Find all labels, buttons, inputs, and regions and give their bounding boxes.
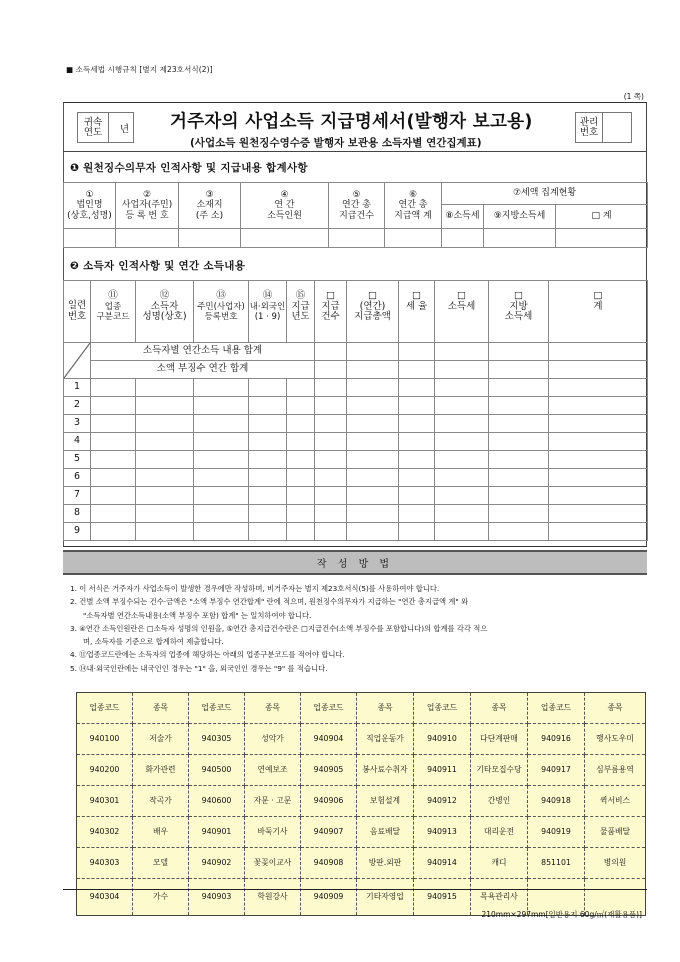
col-header bbox=[287, 281, 315, 343]
col-num: ② bbox=[142, 189, 152, 200]
form-title: 거주자의 사업소득 지급명세서(발행자 보고용) bbox=[170, 112, 533, 132]
input-cell[interactable] bbox=[556, 229, 648, 248]
input-cell[interactable] bbox=[315, 469, 347, 487]
input-cell[interactable] bbox=[287, 469, 315, 487]
input-cell[interactable] bbox=[435, 343, 489, 361]
col-header bbox=[347, 281, 399, 343]
section2-title: ❷ 소득자 인적사항 및 연간 소득내용 bbox=[70, 260, 246, 272]
col-header bbox=[315, 281, 347, 343]
input-cell[interactable] bbox=[435, 379, 489, 397]
col-num: ⑫ bbox=[159, 290, 170, 301]
col-label: 사업자(주민) 등 록 번 호 bbox=[121, 200, 173, 221]
input-cell[interactable] bbox=[435, 361, 489, 379]
industry-item: 연예보조 bbox=[245, 755, 301, 786]
industry-item: 퀵서비스 bbox=[585, 786, 646, 817]
industry-code: 940911 bbox=[414, 755, 471, 786]
header-code: 업종코드 bbox=[189, 693, 245, 724]
input-cell[interactable] bbox=[489, 433, 549, 451]
col-num: □ bbox=[593, 290, 603, 301]
industry-item: 가수 bbox=[133, 879, 189, 916]
input-cell[interactable] bbox=[489, 361, 549, 379]
input-cell[interactable] bbox=[549, 397, 648, 415]
input-cell[interactable] bbox=[549, 343, 648, 361]
input-cell[interactable] bbox=[399, 487, 435, 505]
col-num: □ bbox=[412, 290, 421, 301]
industry-item: 방판.외판 bbox=[357, 848, 414, 879]
input-cell[interactable] bbox=[249, 487, 287, 505]
input-cell[interactable] bbox=[315, 361, 347, 379]
col-num: ⑪ bbox=[108, 290, 118, 301]
industry-code: 940917 bbox=[528, 755, 585, 786]
section1-title: ❶ 원천징수의무자 인적사항 및 지급내용 합계사항 bbox=[70, 162, 308, 174]
input-cell[interactable] bbox=[549, 451, 648, 469]
input-cell[interactable] bbox=[249, 379, 287, 397]
col-num: ⑥ bbox=[408, 189, 418, 200]
input-cell[interactable] bbox=[194, 505, 249, 523]
col-label: (연간) 지급총액 bbox=[354, 300, 391, 322]
row-number: 4 bbox=[64, 433, 91, 451]
page-number: (1 쪽) bbox=[623, 92, 644, 101]
industry-item: 작곡가 bbox=[133, 786, 189, 817]
input-cell[interactable] bbox=[399, 415, 435, 433]
col-header bbox=[91, 281, 136, 343]
col-label: 연 간 소득인원 bbox=[267, 200, 302, 221]
form-reference-note: ■ 소득세법 시행규칙 [별지 제23호서식(2)] bbox=[66, 65, 213, 74]
input-cell[interactable] bbox=[399, 433, 435, 451]
industry-code: 940301 bbox=[77, 786, 133, 817]
sum-row-small-amount: 소액 부징수 연간 합계 bbox=[91, 361, 315, 379]
input-cell[interactable] bbox=[484, 229, 556, 248]
col-num: ⑤ bbox=[352, 189, 361, 200]
code-table-header bbox=[77, 693, 646, 724]
industry-item: 음료배달 bbox=[357, 817, 414, 848]
col-total-amount bbox=[385, 183, 442, 229]
instruction-4: 4. ⑪업종코드란에는 소득자의 업종에 해당하는 아래의 업종구분코드를 적어야 합니다. bbox=[70, 650, 345, 660]
input-cell[interactable] bbox=[549, 415, 648, 433]
industry-code: 940915 bbox=[414, 879, 471, 916]
input-cell[interactable] bbox=[315, 379, 347, 397]
income-earner-table bbox=[63, 280, 648, 541]
header-code: 업종코드 bbox=[301, 693, 357, 724]
col-tax-total: □ 계 bbox=[556, 205, 648, 229]
input-cell[interactable] bbox=[91, 379, 136, 397]
bottom-divider bbox=[63, 889, 647, 890]
row-number: 1 bbox=[64, 379, 91, 397]
col-header bbox=[136, 281, 194, 343]
input-cell[interactable] bbox=[329, 229, 385, 248]
table-row bbox=[64, 523, 648, 541]
input-cell[interactable] bbox=[399, 379, 435, 397]
paper-spec-footer: 210mm×297mm[일반용지 60g/㎡(재활용품)] bbox=[481, 910, 642, 919]
table-row bbox=[64, 379, 648, 397]
input-cell[interactable] bbox=[489, 469, 549, 487]
input-cell[interactable] bbox=[435, 469, 489, 487]
input-cell[interactable] bbox=[489, 343, 549, 361]
table-row bbox=[64, 469, 648, 487]
header-item: 종목 bbox=[357, 693, 414, 724]
input-cell[interactable] bbox=[136, 487, 194, 505]
attribution-year-box bbox=[77, 112, 134, 143]
industry-code: 940907 bbox=[301, 817, 357, 848]
industry-code: 940910 bbox=[414, 724, 471, 755]
input-cell[interactable] bbox=[136, 379, 194, 397]
industry-item: 학원강사 bbox=[245, 879, 301, 916]
input-cell[interactable] bbox=[116, 229, 179, 248]
industry-item: 모델 bbox=[133, 848, 189, 879]
input-cell[interactable] bbox=[287, 523, 315, 541]
industry-code: 940919 bbox=[528, 817, 585, 848]
table-row bbox=[64, 505, 648, 523]
industry-item: 대리운전 bbox=[471, 817, 528, 848]
header-item: 종목 bbox=[585, 693, 646, 724]
input-cell[interactable] bbox=[347, 523, 399, 541]
col-label: 법인명 (상호,성명) bbox=[67, 200, 112, 221]
col-label: 계 bbox=[593, 300, 603, 312]
input-cell[interactable] bbox=[287, 487, 315, 505]
instruction-2: 2. 건별 소액 부징수되는 건수·금액은 "소액 부징수 연간합계" 란에 적으며, 원천징수의무자가 지급하는 "연간 총지급액 계" 와 bbox=[70, 597, 469, 607]
col-num: □ bbox=[457, 290, 466, 301]
input-cell[interactable] bbox=[489, 415, 549, 433]
instruction-1: 1. 이 서식은 거주자가 사업소득이 발생한 경우에만 작성하며, 비거주자는 별지 제23호서식(5)를 사용하여야 합니다. bbox=[70, 584, 440, 593]
input-cell[interactable] bbox=[136, 433, 194, 451]
col-label: 지방 소득세 bbox=[504, 300, 533, 322]
input-cell[interactable] bbox=[136, 469, 194, 487]
header-code: 업종코드 bbox=[77, 693, 133, 724]
instruction-3: 3. ④연간 소득인원란은 □소득자 성명의 인원을, ⑤연간 총지급건수란은 □지급건수(소액 부징수를 포함합니다)의 합계를 각각 적으 bbox=[70, 623, 488, 633]
industry-code: 940908 bbox=[301, 848, 357, 879]
input-cell[interactable] bbox=[399, 361, 435, 379]
col-reg-no bbox=[116, 183, 179, 229]
input-cell[interactable] bbox=[549, 469, 648, 487]
input-cell[interactable] bbox=[194, 469, 249, 487]
header-code: 업종코드 bbox=[528, 693, 585, 724]
industry-code: 940904 bbox=[301, 724, 357, 755]
col-label: 일련 번호 bbox=[67, 300, 87, 322]
input-cell[interactable] bbox=[287, 415, 315, 433]
input-cell[interactable] bbox=[91, 523, 136, 541]
row-number: 5 bbox=[64, 451, 91, 469]
input-cell[interactable] bbox=[347, 505, 399, 523]
table-row bbox=[64, 415, 648, 433]
industry-item: 바둑기사 bbox=[245, 817, 301, 848]
col-label: 지급 년도 bbox=[291, 300, 310, 322]
instruction-2-cont: "소득자별 연간소득내용(소액 부징수 포함) 합계" 는 일치하여야 합니다. bbox=[83, 610, 312, 620]
sum-row-annual-total: 소득자별 연간소득 내용 합계 bbox=[91, 343, 315, 361]
diagonal-line-icon bbox=[64, 343, 90, 378]
input-cell[interactable] bbox=[489, 523, 549, 541]
industry-code: 940906 bbox=[301, 786, 357, 817]
row-number: 3 bbox=[64, 415, 91, 433]
industry-item: 꽃꽂이교사 bbox=[245, 848, 301, 879]
industry-code: 940302 bbox=[77, 817, 133, 848]
input-cell[interactable] bbox=[194, 415, 249, 433]
input-cell[interactable] bbox=[347, 361, 399, 379]
industry-code: 940304 bbox=[77, 879, 133, 916]
col-corp-name bbox=[64, 183, 116, 229]
industry-item: 간병인 bbox=[471, 786, 528, 817]
input-cell[interactable] bbox=[399, 397, 435, 415]
input-cell[interactable] bbox=[315, 397, 347, 415]
col-label: 세 율 bbox=[405, 300, 428, 312]
input-cell[interactable] bbox=[435, 397, 489, 415]
col-tax-summary: ⑦세액 집계현황 bbox=[442, 183, 648, 205]
col-num: □ bbox=[368, 290, 377, 301]
col-num: ⑮ bbox=[295, 290, 306, 301]
input-cell[interactable] bbox=[435, 415, 489, 433]
input-cell[interactable] bbox=[489, 505, 549, 523]
industry-item: 캐디 bbox=[471, 848, 528, 879]
industry-code: 940500 bbox=[189, 755, 245, 786]
input-cell[interactable] bbox=[136, 397, 194, 415]
input-cell[interactable] bbox=[435, 505, 489, 523]
input-cell[interactable] bbox=[249, 415, 287, 433]
input-cell[interactable] bbox=[347, 469, 399, 487]
header-item: 종목 bbox=[245, 693, 301, 724]
input-cell[interactable] bbox=[249, 451, 287, 469]
input-cell[interactable] bbox=[442, 229, 484, 248]
col-label: 내·외국인 (1 · 9) bbox=[249, 301, 286, 322]
input-cell[interactable] bbox=[91, 505, 136, 523]
input-cell[interactable] bbox=[136, 505, 194, 523]
col-label: 업종 구분코드 bbox=[96, 301, 130, 322]
input-cell[interactable] bbox=[315, 451, 347, 469]
input-cell[interactable] bbox=[136, 415, 194, 433]
input-cell[interactable] bbox=[347, 397, 399, 415]
industry-item: 기타모집수당 bbox=[471, 755, 528, 786]
management-number-input[interactable] bbox=[603, 113, 631, 142]
industry-code-table bbox=[76, 692, 646, 916]
industry-item: 보험설계 bbox=[357, 786, 414, 817]
col-header bbox=[435, 281, 489, 343]
row-number: 9 bbox=[64, 523, 91, 541]
industry-code: 940912 bbox=[414, 786, 471, 817]
industry-item: 병의원 bbox=[585, 848, 646, 879]
industry-item: 목욕관리사 bbox=[471, 879, 528, 916]
col-header bbox=[194, 281, 249, 343]
col-num: ③ bbox=[205, 189, 214, 200]
code-table-row bbox=[77, 724, 646, 755]
col-label: 연간 총 지급건수 bbox=[339, 200, 374, 221]
col-label: 소재지 (주 소) bbox=[195, 200, 224, 221]
input-cell[interactable] bbox=[315, 343, 347, 361]
industry-item: 화가관련 bbox=[133, 755, 189, 786]
input-cell[interactable] bbox=[194, 451, 249, 469]
input-cell[interactable] bbox=[347, 343, 399, 361]
input-cell[interactable] bbox=[549, 505, 648, 523]
industry-code: 940913 bbox=[414, 817, 471, 848]
col-header bbox=[249, 281, 287, 343]
form-subtitle: (사업소득 원천징수영수증 발행자 보관용 소득자별 연간집계표) bbox=[190, 137, 482, 149]
input-cell[interactable] bbox=[399, 505, 435, 523]
row-number: 2 bbox=[64, 397, 91, 415]
table-row bbox=[64, 487, 648, 505]
col-label: 연간 총 지급액 계 bbox=[394, 200, 432, 221]
input-cell[interactable] bbox=[315, 415, 347, 433]
industry-item: 다단계판매 bbox=[471, 724, 528, 755]
col-num: □ bbox=[326, 290, 335, 301]
input-cell[interactable] bbox=[241, 229, 329, 248]
table-row bbox=[64, 451, 648, 469]
input-cell[interactable] bbox=[287, 379, 315, 397]
row-number: 7 bbox=[64, 487, 91, 505]
input-cell[interactable] bbox=[399, 343, 435, 361]
input-cell[interactable] bbox=[194, 397, 249, 415]
management-number-box bbox=[575, 112, 632, 143]
input-cell[interactable] bbox=[249, 505, 287, 523]
input-cell[interactable] bbox=[489, 397, 549, 415]
col-header bbox=[549, 281, 648, 343]
input-cell[interactable] bbox=[249, 397, 287, 415]
industry-code: 940200 bbox=[77, 755, 133, 786]
input-cell[interactable] bbox=[399, 469, 435, 487]
code-table-row bbox=[77, 848, 646, 879]
input-cell[interactable] bbox=[249, 433, 287, 451]
input-cell[interactable] bbox=[549, 361, 648, 379]
input-cell[interactable] bbox=[91, 415, 136, 433]
input-cell[interactable] bbox=[287, 505, 315, 523]
code-table-row bbox=[77, 755, 646, 786]
input-cell[interactable] bbox=[194, 523, 249, 541]
industry-item: 봉사료수취자 bbox=[357, 755, 414, 786]
col-num: ④ bbox=[280, 189, 289, 200]
input-cell[interactable] bbox=[399, 523, 435, 541]
table-row bbox=[64, 433, 648, 451]
input-cell[interactable] bbox=[179, 229, 241, 248]
industry-code: 940901 bbox=[189, 817, 245, 848]
header-item: 종목 bbox=[133, 693, 189, 724]
industry-code: 851101 bbox=[528, 848, 585, 879]
industry-code: 940905 bbox=[301, 755, 357, 786]
input-cell[interactable] bbox=[315, 505, 347, 523]
input-cell[interactable] bbox=[249, 523, 287, 541]
input-cell[interactable] bbox=[91, 397, 136, 415]
industry-code: 940918 bbox=[528, 786, 585, 817]
col-header bbox=[399, 281, 435, 343]
input-cell[interactable] bbox=[194, 487, 249, 505]
input-cell[interactable] bbox=[315, 487, 347, 505]
input-cell[interactable] bbox=[489, 379, 549, 397]
header-item: 종목 bbox=[471, 693, 528, 724]
col-total-count bbox=[329, 183, 385, 229]
header-code: 업종코드 bbox=[414, 693, 471, 724]
input-cell[interactable] bbox=[194, 433, 249, 451]
input-cell[interactable] bbox=[489, 451, 549, 469]
col-num: □ bbox=[514, 290, 523, 301]
col-header bbox=[489, 281, 549, 343]
industry-code: 940100 bbox=[77, 724, 133, 755]
industry-item: 행사도우미 bbox=[585, 724, 646, 755]
row-number: 6 bbox=[64, 469, 91, 487]
industry-item: 기타자영업 bbox=[357, 879, 414, 916]
col-address bbox=[179, 183, 241, 229]
input-cell[interactable] bbox=[287, 451, 315, 469]
col-num: ⑭ bbox=[262, 290, 273, 301]
industry-item: 저술가 bbox=[133, 724, 189, 755]
input-cell[interactable] bbox=[347, 451, 399, 469]
industry-code: 940600 bbox=[189, 786, 245, 817]
code-table-row bbox=[77, 786, 646, 817]
input-cell[interactable] bbox=[549, 433, 648, 451]
instructions bbox=[70, 582, 650, 675]
instruction-3-cont: 며, 소득자를 기준으로 합계하여 제출합니다. bbox=[83, 637, 224, 647]
input-cell[interactable] bbox=[347, 487, 399, 505]
input-cell[interactable] bbox=[287, 433, 315, 451]
input-cell[interactable] bbox=[287, 397, 315, 415]
industry-item: 성악가 bbox=[245, 724, 301, 755]
input-cell[interactable] bbox=[549, 523, 648, 541]
table-row bbox=[64, 397, 648, 415]
input-cell[interactable] bbox=[435, 523, 489, 541]
industry-code: 940916 bbox=[528, 724, 585, 755]
col-num: ① bbox=[85, 189, 94, 200]
management-number-label: 관리 번호 bbox=[576, 113, 603, 142]
input-cell[interactable] bbox=[91, 487, 136, 505]
industry-code: 940903 bbox=[189, 879, 245, 916]
input-cell[interactable] bbox=[91, 451, 136, 469]
input-cell[interactable] bbox=[315, 523, 347, 541]
input-cell[interactable] bbox=[136, 523, 194, 541]
input-cell[interactable] bbox=[91, 433, 136, 451]
input-cell[interactable] bbox=[399, 451, 435, 469]
input-cell[interactable] bbox=[549, 487, 648, 505]
col-local-income-tax: ⑨지방소득세 bbox=[484, 205, 556, 229]
industry-code: 940909 bbox=[301, 879, 357, 916]
input-cell[interactable] bbox=[489, 487, 549, 505]
industry-code: 940914 bbox=[414, 848, 471, 879]
input-cell[interactable] bbox=[435, 451, 489, 469]
input-cell[interactable] bbox=[194, 379, 249, 397]
input-cell[interactable] bbox=[347, 433, 399, 451]
col-annual-persons bbox=[241, 183, 329, 229]
industry-code: 940902 bbox=[189, 848, 245, 879]
code-table-row bbox=[77, 817, 646, 848]
col-income-tax: ⑧소득세 bbox=[442, 205, 484, 229]
industry-item: 직업운동가 bbox=[357, 724, 414, 755]
input-cell[interactable] bbox=[435, 487, 489, 505]
col-num: ⑬ bbox=[216, 290, 226, 301]
writing-method-header: 작 성 방 법 bbox=[63, 550, 647, 575]
input-cell[interactable] bbox=[249, 469, 287, 487]
row-number: 8 bbox=[64, 505, 91, 523]
diagonal-cell bbox=[64, 343, 91, 379]
input-cell[interactable] bbox=[64, 229, 116, 248]
input-cell[interactable] bbox=[549, 379, 648, 397]
industry-item: 자문 · 고문 bbox=[245, 786, 301, 817]
input-cell[interactable] bbox=[315, 433, 347, 451]
col-label: 지급 건수 bbox=[321, 300, 340, 322]
col-header bbox=[64, 281, 91, 343]
input-cell[interactable] bbox=[91, 469, 136, 487]
input-cell[interactable] bbox=[435, 433, 489, 451]
withholding-agent-table bbox=[63, 182, 648, 248]
industry-item: 심부름용역 bbox=[585, 755, 646, 786]
attribution-year-label: 귀속 연도 bbox=[78, 113, 109, 142]
input-cell[interactable] bbox=[347, 415, 399, 433]
industry-item: 배우 bbox=[133, 817, 189, 848]
input-cell[interactable] bbox=[136, 451, 194, 469]
instruction-5: 5. ⑭내·외국인란에는 내국인인 경우는 "1" 을, 외국인인 경우는 "9" 를 적습니다. bbox=[70, 663, 328, 673]
industry-code: 940303 bbox=[77, 848, 133, 879]
input-cell[interactable] bbox=[385, 229, 442, 248]
industry-code: 940305 bbox=[189, 724, 245, 755]
col-label: 소득자 성명(상호) bbox=[142, 300, 187, 322]
col-label: 소득세 bbox=[447, 300, 476, 312]
attribution-year-input[interactable]: 년 bbox=[119, 123, 129, 135]
col-label: 주민(사업자) 등록번호 bbox=[197, 301, 245, 322]
industry-item: 물품배달 bbox=[585, 817, 646, 848]
input-cell[interactable] bbox=[347, 379, 399, 397]
